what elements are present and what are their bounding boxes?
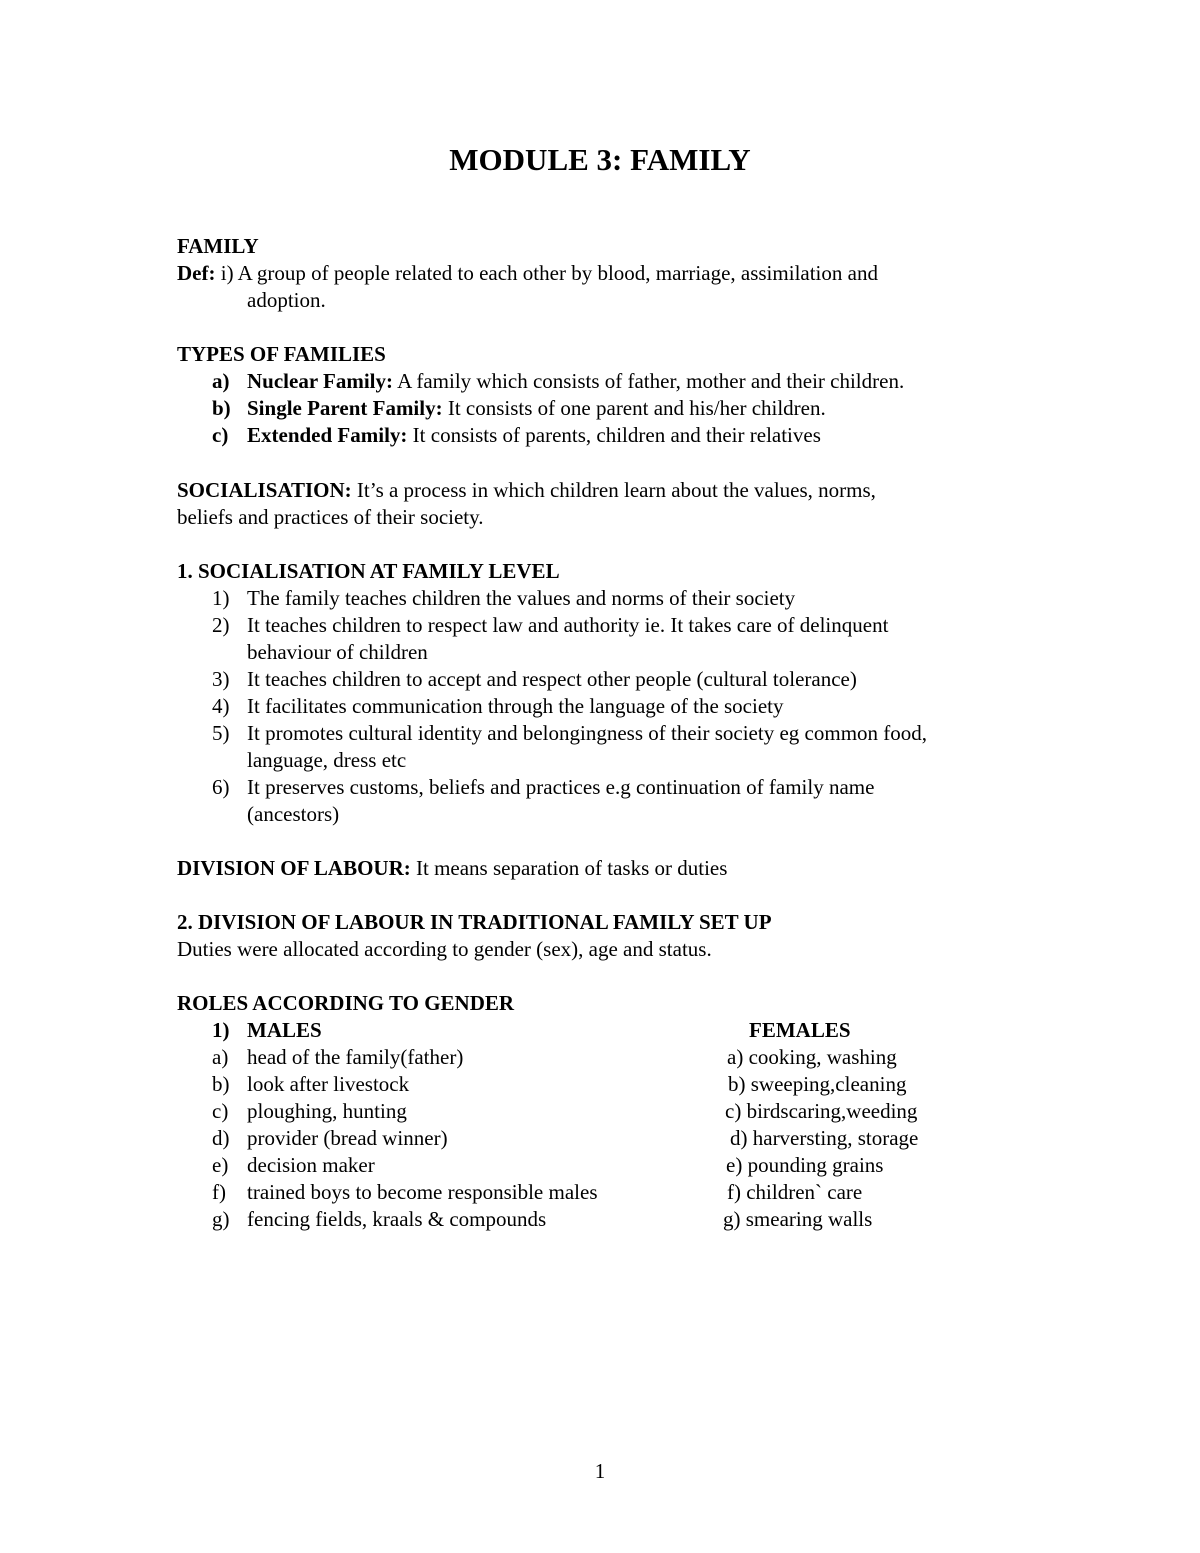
list-marker: 3) (212, 667, 230, 691)
males-heading: MALES (247, 1018, 322, 1042)
list-marker: 1) (212, 586, 230, 610)
type-item-single-parent (177, 395, 904, 422)
division-line (177, 855, 727, 882)
row-marker: g) (212, 1207, 230, 1231)
row-marker: c) (212, 1099, 229, 1123)
list-item-continuation: behaviour of children (247, 640, 428, 664)
roles-column-headings (177, 1017, 1077, 1044)
female-role: d) harversting, storage (730, 1126, 919, 1150)
list-marker: 4) (212, 694, 230, 718)
type-item-nuclear (177, 368, 904, 395)
list-item (177, 666, 927, 693)
family-heading: FAMILY (177, 234, 259, 258)
def-text: i) A group of people related to each other by blood, marriage, assimilation and (215, 261, 878, 285)
section-2-text: Duties were allocated according to gender (sex), age and status. (177, 937, 712, 961)
list-item (177, 720, 927, 747)
male-role: provider (bread winner) (247, 1126, 448, 1150)
list-text: It preserves customs, beliefs and practices e.g continuation of family name (247, 775, 875, 799)
row-marker: d) (212, 1126, 230, 1150)
list-item (177, 585, 927, 612)
male-role: fencing fields, kraals & compounds (247, 1207, 547, 1231)
section-1-heading: 1. SOCIALISATION AT FAMILY LEVEL (177, 559, 560, 583)
list-item (177, 612, 927, 639)
page-number: 1 (594, 1459, 606, 1483)
table-row (177, 1125, 1077, 1152)
roles-marker: 1) (212, 1018, 230, 1042)
socialisation-definition (177, 477, 876, 504)
family-definition (177, 260, 878, 287)
type-text: It consists of parents, children and their relatives (407, 423, 821, 447)
female-role: b) sweeping,cleaning (728, 1072, 907, 1096)
type-marker: c) (212, 423, 229, 447)
row-marker: b) (212, 1072, 230, 1096)
female-role: g) smearing walls (723, 1207, 873, 1231)
female-role: e) pounding grains (726, 1153, 884, 1177)
type-term: Extended Family: (247, 423, 408, 447)
division-text: It means separation of tasks or duties (410, 856, 728, 880)
females-heading: FEMALES (749, 1018, 851, 1042)
def-continuation: adoption. (247, 288, 326, 312)
type-marker: b) (212, 396, 231, 420)
type-marker: a) (212, 369, 230, 393)
type-item-extended (177, 422, 904, 449)
table-row (177, 1206, 1077, 1233)
male-role: ploughing, hunting (247, 1099, 407, 1123)
table-row (177, 1098, 1077, 1125)
row-marker: a) (212, 1045, 229, 1069)
section-2 (177, 909, 772, 963)
table-row (177, 1044, 1077, 1071)
male-role: decision maker (247, 1153, 375, 1177)
type-term: Single Parent Family: (247, 396, 443, 420)
list-item-continuation: (ancestors) (247, 802, 340, 826)
male-role: trained boys to become responsible males (247, 1180, 598, 1204)
def-label: Def: (177, 261, 216, 285)
socialisation-text: It’s a process in which children learn about the values, norms, (351, 478, 876, 502)
types-heading: TYPES OF FAMILIES (177, 342, 386, 366)
socialisation-continuation: beliefs and practices of their society. (177, 505, 484, 529)
family-section (177, 233, 878, 314)
types-section (177, 341, 904, 449)
row-marker: e) (212, 1153, 229, 1177)
section-2-heading: 2. DIVISION OF LABOUR IN TRADITIONAL FAMILY SET UP (177, 910, 772, 934)
list-marker: 5) (212, 721, 230, 745)
type-term: Nuclear Family: (247, 369, 393, 393)
female-role: f) children` care (727, 1180, 863, 1204)
socialisation-term: SOCIALISATION: (177, 478, 352, 502)
division-term: DIVISION OF LABOUR: (177, 856, 411, 880)
female-role: a) cooking, washing (727, 1045, 897, 1069)
row-marker: f) (212, 1180, 226, 1204)
division-definition (177, 855, 727, 882)
list-marker: 2) (212, 613, 230, 637)
type-text: A family which consists of father, mother and their children. (393, 369, 905, 393)
section-1 (177, 558, 927, 828)
table-row (177, 1152, 1077, 1179)
list-text: The family teaches children the values and norms of their society (247, 586, 796, 610)
male-role: head of the family(father) (247, 1045, 464, 1069)
type-text: It consists of one parent and his/her children. (442, 396, 826, 420)
list-text: It promotes cultural identity and belongingness of their society eg common food, (247, 721, 928, 745)
roles-section (177, 990, 1077, 1233)
table-row (177, 1179, 1077, 1206)
list-item (177, 693, 927, 720)
table-row (177, 1071, 1077, 1098)
list-text: It facilitates communication through the language of the society (247, 694, 784, 718)
male-role: look after livestock (247, 1072, 410, 1096)
list-text: It teaches children to accept and respect other people (cultural tolerance) (247, 667, 857, 691)
female-role: c) birdscaring,weeding (725, 1099, 918, 1123)
roles-heading: ROLES ACCORDING TO GENDER (177, 991, 515, 1015)
socialisation-section (177, 477, 876, 531)
list-item (177, 774, 927, 801)
list-marker: 6) (212, 775, 230, 799)
page-title: MODULE 3: FAMILY (449, 142, 751, 177)
list-item-continuation: language, dress etc (247, 748, 407, 772)
list-text: It teaches children to respect law and authority ie. It takes care of delinquent (247, 613, 889, 637)
